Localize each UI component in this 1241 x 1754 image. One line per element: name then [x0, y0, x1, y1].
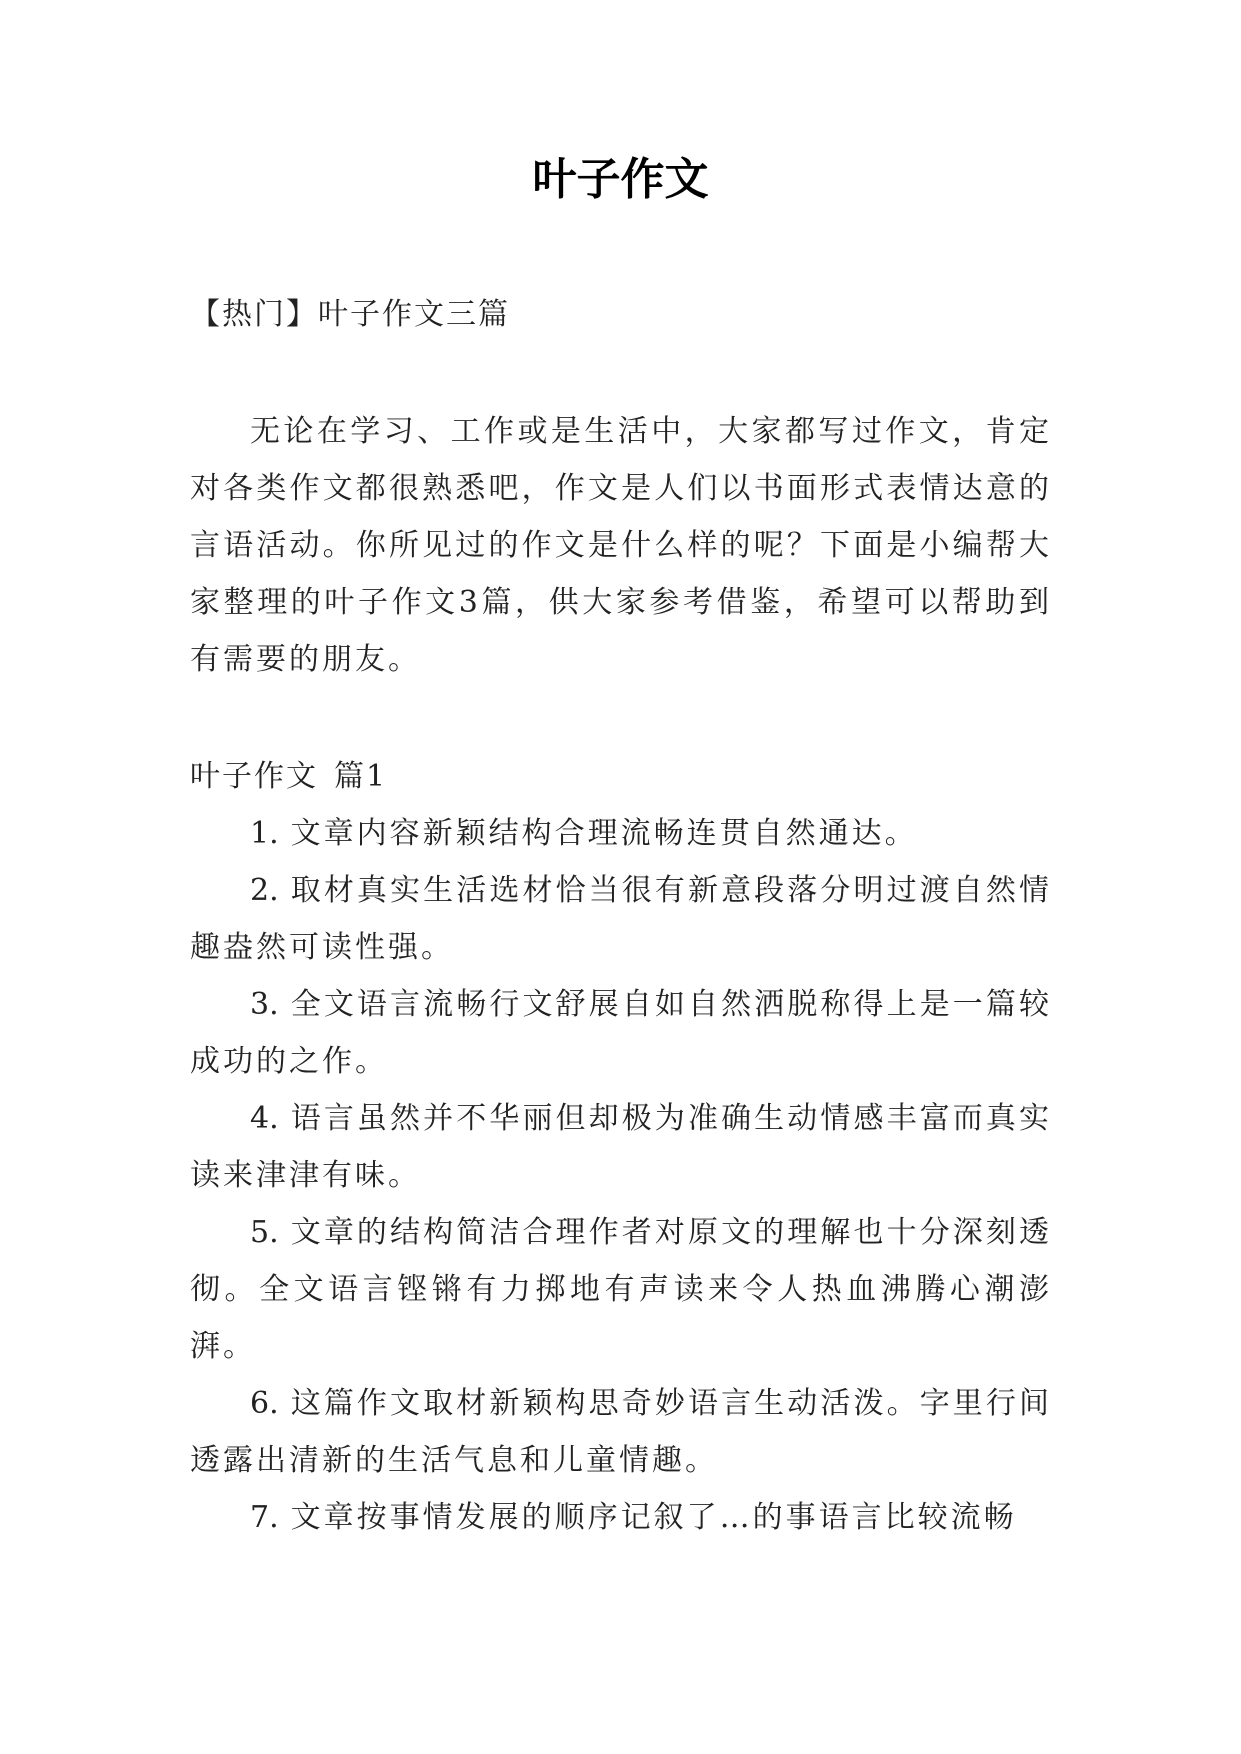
list-item-text: 文章的结构简洁合理作者对原文的理解也十分深刻透彻。全文语言铿锵有力掷地有声读来令人热血沸腾心潮澎湃。 — [190, 1215, 1052, 1364]
list-item-number: 4. — [250, 1101, 279, 1136]
document-body — [190, 286, 1052, 1546]
list-item — [190, 862, 1052, 976]
section-heading-title: 叶子作文 — [190, 759, 318, 794]
list-item — [190, 1090, 1052, 1204]
list-item-number: 3. — [250, 987, 279, 1022]
list-item-text: 文章按事情发展的顺序记叙了…的事语言比较流畅 — [290, 1500, 1017, 1535]
list-item — [190, 976, 1052, 1090]
list-item-text: 全文语言流畅行文舒展自如自然洒脱称得上是一篇较成功的之作。 — [190, 987, 1052, 1079]
document-subtitle: 【热门】叶子作文三篇 — [190, 297, 510, 332]
list-item-text: 语言虽然并不华丽但却极为准确生动情感丰富而真实读来津津有味。 — [190, 1101, 1052, 1193]
intro-paragraph: 无论在学习、工作或是生活中，大家都写过作文，肯定对各类作文都很熟悉吧，作文是人们以书面形式表情达意的言语活动。你所见过的作文是什么样的呢？下面是小编帮大家整理的叶子作文3篇，供大家参考借鉴，希望可以帮助到有需要的朋友。 — [190, 414, 1052, 677]
document-title: 叶子作文 — [532, 154, 709, 205]
section-heading — [190, 748, 1052, 805]
list-item-number: 5. — [250, 1215, 279, 1250]
list-item-number: 1. — [250, 816, 279, 851]
list-item — [190, 1489, 1052, 1546]
list-item — [190, 1375, 1052, 1489]
section-heading-label: 篇1 — [334, 759, 388, 794]
list-item-number: 2. — [250, 873, 279, 908]
list-item-text: 文章内容新颖结构合理流畅连贯自然通达。 — [290, 816, 918, 851]
list-item-text: 取材真实生活选材恰当很有新意段落分明过渡自然情趣盎然可读性强。 — [190, 873, 1052, 965]
list-item-number: 7. — [250, 1500, 279, 1535]
list-item — [190, 1204, 1052, 1375]
list-item-text: 这篇作文取材新颖构思奇妙语言生动活泼。字里行间透露出清新的生活气息和儿童情趣。 — [190, 1386, 1052, 1478]
list-item-number: 6. — [250, 1386, 279, 1421]
list-item — [190, 805, 1052, 862]
